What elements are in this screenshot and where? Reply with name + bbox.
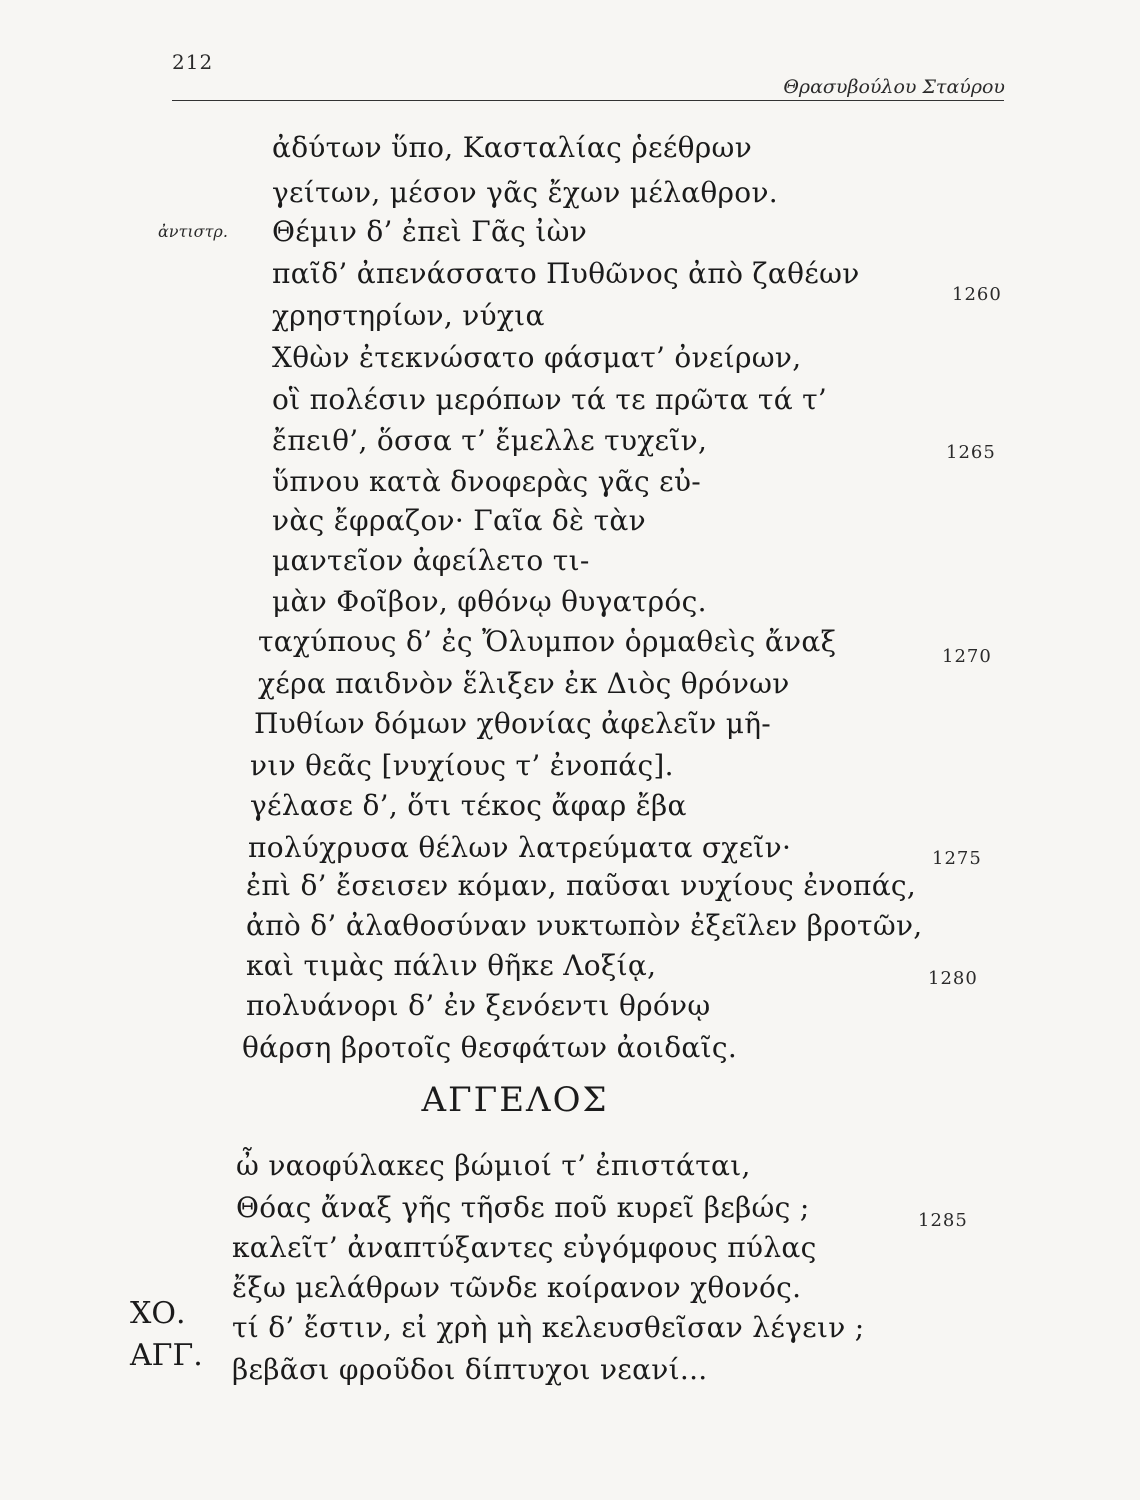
verse-line: μὰν Φοῖβον, φθόνῳ θυγατρός. bbox=[272, 585, 707, 618]
verse-line: ταχύπους δ’ ἐς Ὄλυμπον ὁρμαθεὶς ἄναξ bbox=[258, 625, 837, 658]
verse-line: μαντεῖον ἀφείλετο τι- bbox=[272, 544, 590, 577]
verse-line: ἔπειθ’, ὅσσα τ’ ἔμελλε τυχεῖν, bbox=[272, 424, 708, 457]
dialogue-line: ὦ ναοφύλακες βώμιοί τ’ ἐπιστάται, bbox=[236, 1149, 751, 1182]
verse-line: οἳ πολέσιν μερόπων τά τε πρῶτα τά τ’ bbox=[272, 383, 828, 416]
running-head: Θρασυβούλου Σταύρου bbox=[783, 76, 1005, 98]
dialogue-line: Θόας ἄναξ γῆς τῆσδε ποῦ κυρεῖ βεβώς ; bbox=[236, 1191, 810, 1224]
verse-line: ἐπὶ δ’ ἔσεισεν κόμαν, παῦσαι νυχίους ἐνοπάς, bbox=[246, 869, 917, 902]
line-number: 1280 bbox=[928, 968, 978, 989]
speaker-label-messenger: ΑΓΓ. bbox=[130, 1338, 203, 1373]
verse-line: ἀπὸ δ’ ἀλαθοσύναν νυκτωπὸν ἐξεῖλεν βροτῶν, bbox=[246, 909, 923, 942]
verse-line: πολυάνορι δ’ ἐν ξενόεντι θρόνῳ bbox=[246, 989, 711, 1022]
speaker-label-chorus: ΧΟ. bbox=[130, 1296, 186, 1331]
margin-label-antistrophe: ἀντιστρ. bbox=[158, 222, 228, 241]
verse-line: γέλασε δ’, ὅτι τέκος ἄφαρ ἔβα bbox=[250, 789, 687, 822]
verse-line: νὰς ἔφραζον· Γαῖα δὲ τὰν bbox=[272, 504, 646, 537]
verse-line: θάρση βροτοῖς θεσφάτων ἀοιδαῖς. bbox=[242, 1031, 738, 1064]
verse-line: Χθὼν ἐτεκνώσατο φάσματ’ ὀνείρων, bbox=[272, 341, 802, 374]
page-number: 212 bbox=[172, 50, 214, 74]
line-number: 1270 bbox=[942, 646, 992, 667]
verse-line: χέρα παιδνὸν ἕλιξεν ἐκ Διὸς θρόνων bbox=[258, 667, 790, 700]
header-rule bbox=[172, 100, 1004, 101]
verse-line: γείτων, μέσον γᾶς ἔχων μέλαθρον. bbox=[272, 176, 778, 209]
line-number: 1265 bbox=[946, 442, 996, 463]
verse-line: καὶ τιμὰς πάλιν θῆκε Λοξίᾳ, bbox=[246, 949, 657, 982]
section-heading-angelos: ΑΓΓΕΛΟΣ bbox=[421, 1080, 609, 1120]
line-number: 1260 bbox=[952, 284, 1002, 305]
dialogue-line: τί δ’ ἔστιν, εἰ χρὴ μὴ κελευσθεῖσαν λέγειν ; bbox=[232, 1311, 865, 1344]
line-number: 1275 bbox=[932, 848, 982, 869]
dialogue-line: ἔξω μελάθρων τῶνδε κοίρανον χθονός. bbox=[232, 1271, 802, 1304]
verse-line: ἀδύτων ὕπο, Κασταλίας ῥεέθρων bbox=[272, 131, 753, 164]
verse-line: παῖδ’ ἀπενάσσατο Πυθῶνος ἀπὸ ζαθέων bbox=[272, 257, 860, 290]
line-number: 1285 bbox=[918, 1210, 968, 1231]
verse-line: Πυθίων δόμων χθονίας ἀφελεῖν μῆ- bbox=[254, 707, 772, 740]
verse-line: Θέμιν δ’ ἐπεὶ Γᾶς ἰὼν bbox=[272, 215, 588, 248]
verse-line: χρηστηρίων, νύχια bbox=[272, 299, 545, 332]
verse-line: ὕπνου κατὰ δνοφερὰς γᾶς εὐ- bbox=[272, 465, 702, 498]
verse-line: πολύχρυσα θέλων λατρεύματα σχεῖν· bbox=[248, 831, 792, 864]
verse-line: νιν θεᾶς [νυχίους τ’ ἐνοπάς]. bbox=[250, 749, 674, 782]
dialogue-line: καλεῖτ’ ἀναπτύξαντες εὐγόμφους πύλας bbox=[232, 1231, 817, 1264]
dialogue-line: βεβᾶσι φροῦδοι δίπτυχοι νεανί... bbox=[232, 1353, 708, 1386]
